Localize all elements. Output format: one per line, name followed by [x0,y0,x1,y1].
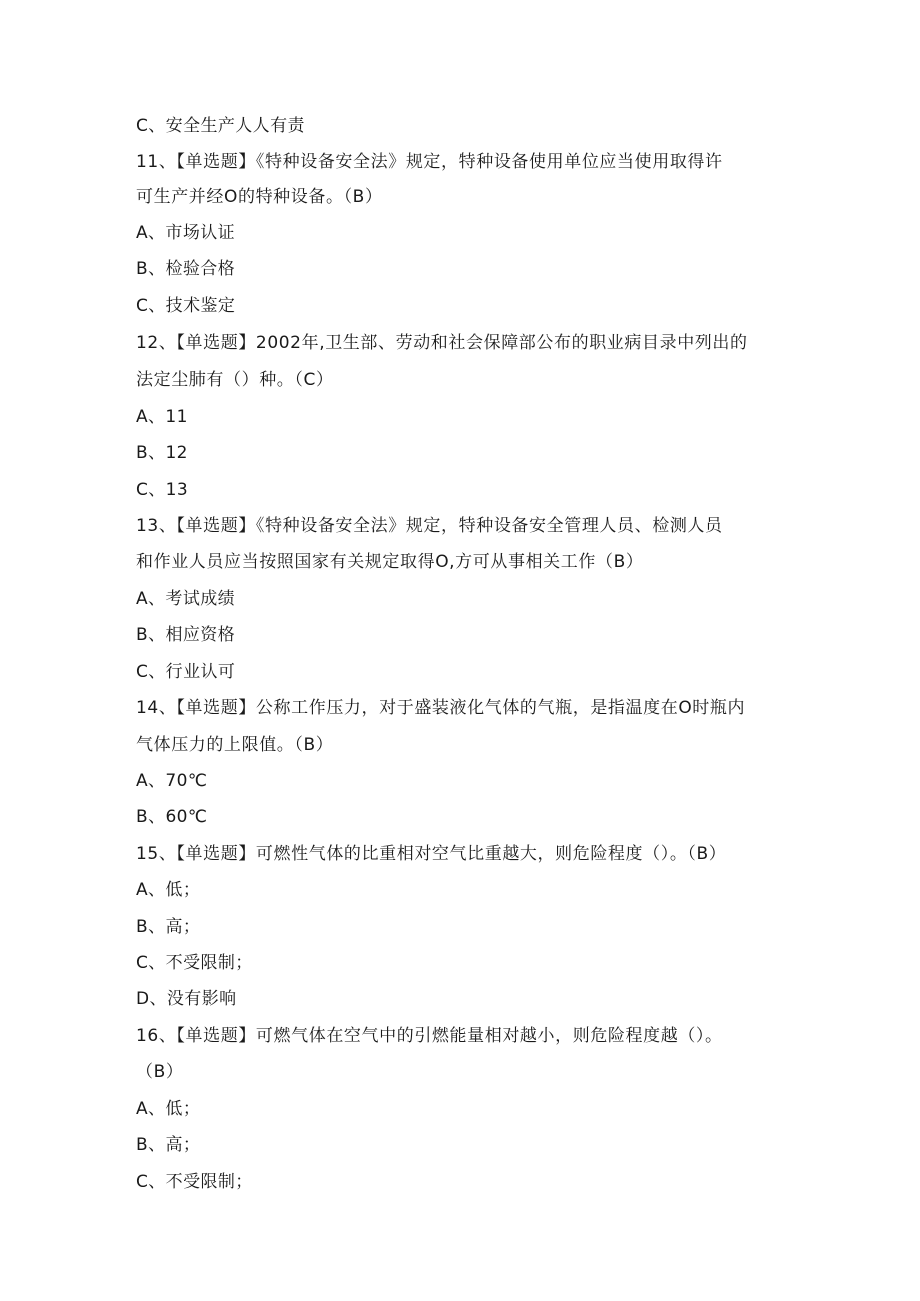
option-a-q11: A、市场认证 [136,223,236,243]
option-b-q16: B、高； [136,1135,201,1155]
option-a-q14: A、70℃ [136,771,208,791]
question-15: 15、【单选题】可燃性气体的比重相对空气比重越大，则危险程度（）。（B） [136,844,727,864]
option-b-q11: B、检验合格 [136,259,236,279]
question-14-line-1: 14、【单选题】公称工作压力，对于盛装液化气体的气瓶，是指温度在O时瓶内 [136,698,746,718]
option-c-q12: C、13 [136,480,189,500]
question-12-line-1: 12、【单选题】2002年,卫生部、劳动和社会保障部公布的职业病目录中列出的 [136,333,748,353]
option-c-q10: C、安全生产人人有责 [136,116,305,136]
option-c-q16: C、不受限制； [136,1172,253,1192]
option-a-q12: A、11 [136,407,188,427]
question-11-line-2: 可生产并经O的特种设备。（B） [136,187,383,207]
option-b-q12: B、12 [136,443,188,463]
option-a-q16: A、低； [136,1099,201,1119]
option-b-q13: B、相应资格 [136,625,236,645]
question-11-line-1: 11、【单选题】《特种设备安全法》规定，特种设备使用单位应当使用取得许 [136,152,723,172]
question-13-line-1: 13、【单选题】《特种设备安全法》规定，特种设备安全管理人员、检测人员 [136,516,723,536]
question-16-line-2: （B） [136,1062,184,1082]
question-13-line-2: 和作业人员应当按照国家有关规定取得O,方可从事相关工作（B） [136,552,644,572]
option-b-q15: B、高； [136,917,201,937]
question-16-line-1: 16、【单选题】可燃气体在空气中的引燃能量相对越小，则危险程度越（）。 [136,1026,723,1046]
option-d-q15: D、没有影响 [136,989,237,1009]
option-c-q15: C、不受限制； [136,953,253,973]
option-a-q15: A、低； [136,880,201,900]
option-c-q13: C、行业认可 [136,662,236,682]
option-c-q11: C、技术鉴定 [136,296,236,316]
question-12-line-2: 法定尘肺有（）种。（C） [136,370,334,390]
option-a-q13: A、考试成绩 [136,589,236,609]
option-b-q14: B、60℃ [136,807,208,827]
question-14-line-2: 气体压力的上限值。（B） [136,735,334,755]
